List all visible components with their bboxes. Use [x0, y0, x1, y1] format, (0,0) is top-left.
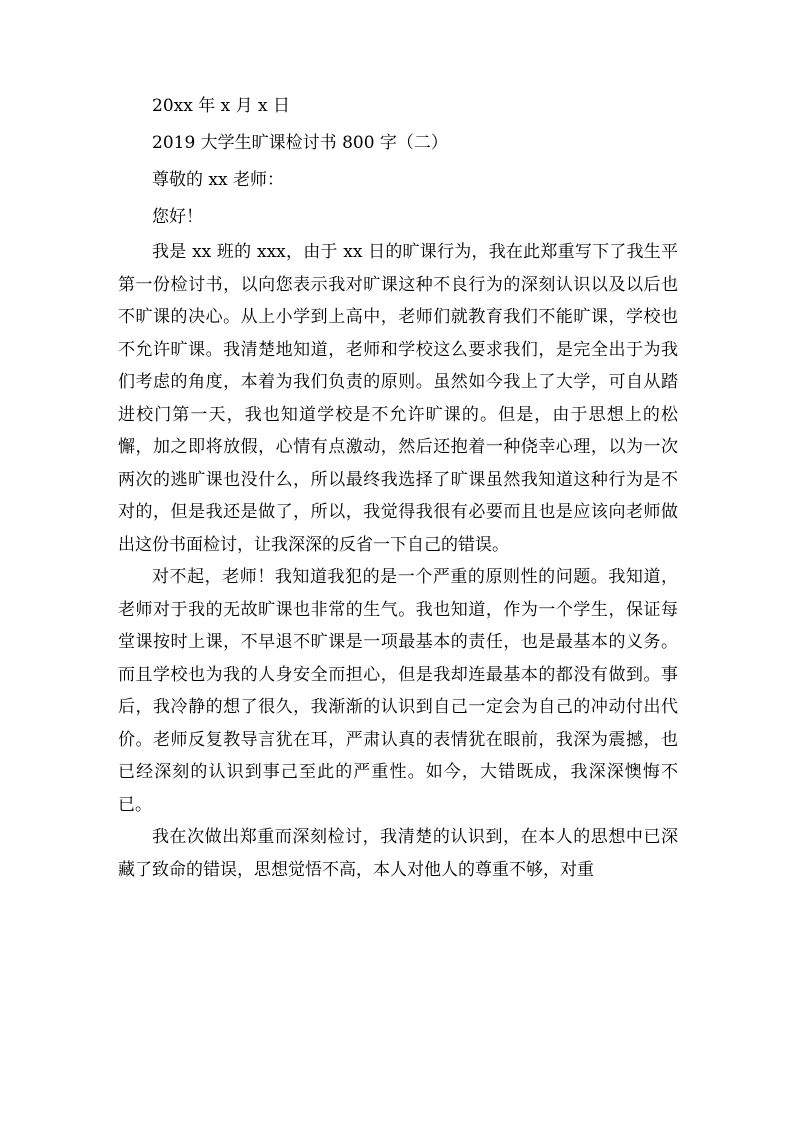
- date-line: 20xx 年 x 月 x 日: [152, 96, 291, 116]
- salutation: 尊敬的 xx 老师：: [152, 170, 284, 190]
- document-title: 2019 大学生旷课检讨书 800 字（二）: [152, 133, 448, 153]
- paragraph-1: 我是 xx 班的 xxx，由于 xx 日的旷课行为，我在此郑重写下了我生平第一份检讨书，以向您表示我对旷课这种不良行为的深刻认识以及以后也不旷课的决心。从上小学到上高中，老师们就教育我们不能旷课，学校也不允许旷课。我清楚地知道，老师和学校这么要求我们，是完全出于为我们考虑的角度，本着为我们负责的原则。虽然如今我上了大学，可自从踏进校门第一天，我也知道学校是不允许旷课的。但是，由于思想上的松懈，加之即将放假，心情有点激动，然后还抱着一种侥幸心理，以为一次两次的逃旷课也没什么，所以最终我选择了旷课虽然我知道这种行为是不对的，但是我还是做了，所以，我觉得我很有必要而且也是应该向老师做出这份书面检讨，让我深深的反省一下自己的错误。: [118, 242, 678, 555]
- paragraph-3: 我在次做出郑重而深刻检讨，我清楚的认识到，在本人的思想中已深藏了致命的错误，思想觉悟不高，本人对他人的尊重不够，对重: [118, 827, 678, 880]
- paragraph-2: 对不起，老师！我知道我犯的是一个严重的原则性的问题。我知道，老师对于我的无故旷课也非常的生气。我也知道，作为一个学生，保证每堂课按时上课，不早退不旷课是一项最基本的责任，也是最基本的义务。而且学校也为我的人身安全而担心，但是我却连最基本的都没有做到。事后，我冷静的想了很久，我渐渐的认识到自己一定会为自己的冲动付出代价。老师反复教导言犹在耳，严肃认真的表情犹在眼前，我深为震撼，也已经深刻的认识到事己至此的严重性。如今，大错既成，我深深懊悔不已。: [118, 567, 678, 815]
- document-body: [118, 88, 678, 886]
- greeting: 您好！: [152, 207, 203, 227]
